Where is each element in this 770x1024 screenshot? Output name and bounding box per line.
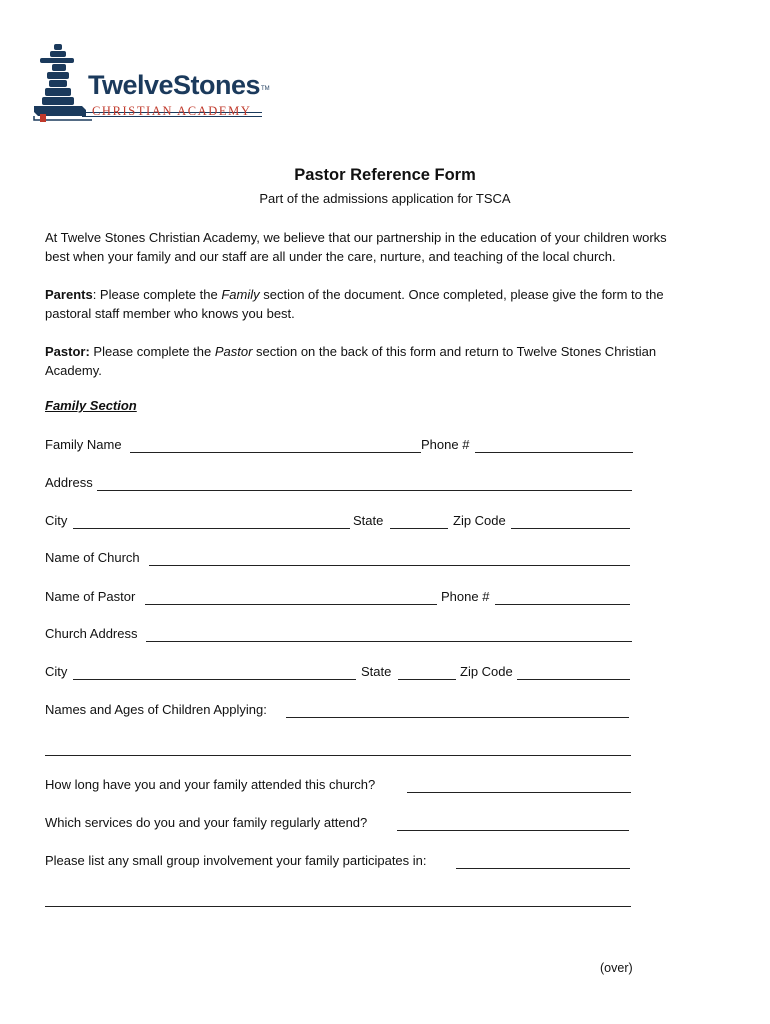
church-address-field[interactable] (146, 640, 632, 642)
church-city-label: City (45, 664, 68, 679)
over-note: (over) (600, 961, 633, 975)
pastor-name-row (45, 589, 645, 609)
logo-trademark: TM (261, 86, 270, 92)
church-state-label: State (361, 664, 392, 679)
children-row (45, 702, 645, 722)
pastor-paragraph (45, 342, 735, 380)
pastor-phone-label: Phone # (441, 589, 490, 604)
zip-field[interactable] (511, 527, 630, 529)
city-field[interactable] (73, 527, 350, 529)
parents-emph: Family (221, 287, 260, 302)
pastor-emph: Pastor (214, 344, 253, 359)
logo-subtitle: CHRISTIAN ACADEMY (92, 104, 252, 118)
small-group-field[interactable] (456, 867, 630, 869)
intro-line-2: best when your family and our staff are all under the care, nurture, and teaching of the local church. (45, 249, 616, 264)
small-group-row-2 (45, 891, 645, 911)
city-label: City (45, 513, 68, 528)
church-address-label: Church Address (45, 626, 138, 641)
parents-label: Parents (45, 287, 93, 302)
pastor-line-2: Academy. (45, 363, 102, 378)
church-zip-field[interactable] (517, 678, 630, 680)
logo-wordmark: TwelveStones (88, 70, 261, 100)
church-city-field[interactable] (73, 678, 356, 680)
page-title: Pastor Reference Form (294, 166, 476, 184)
church-name-field[interactable] (149, 564, 630, 566)
parents-paragraph (45, 285, 735, 323)
family-name-row (45, 437, 645, 457)
address-label: Address (45, 475, 93, 490)
services-label: Which services do you and your family regularly attend? (45, 815, 368, 830)
church-state-field[interactable] (398, 678, 456, 680)
services-row (45, 815, 645, 835)
address-field[interactable] (97, 489, 632, 491)
intro-paragraph (45, 228, 735, 266)
city-row (45, 513, 645, 533)
small-group-label: Please list any small group involvement your family participates in: (45, 853, 427, 868)
children-field[interactable] (286, 716, 629, 718)
church-address-row (45, 626, 645, 646)
parents-line-1 (45, 285, 735, 304)
family-section-title: Family Section (45, 398, 137, 413)
children-label: Names and Ages of Children Applying: (45, 702, 267, 717)
pastor-text-b: section on the back of this form and return to Twelve Stones Christian (252, 344, 657, 359)
pastor-phone-field[interactable] (495, 603, 630, 605)
children-field-2[interactable] (45, 754, 631, 756)
small-group-row (45, 853, 645, 873)
church-city-row (45, 664, 645, 684)
how-long-label: How long have you and your family attended this church? (45, 777, 376, 792)
parents-line-2: pastoral staff member who knows you best. (45, 306, 295, 321)
state-field[interactable] (390, 527, 448, 529)
pastor-name-field[interactable] (145, 603, 437, 605)
zip-label: Zip Code (453, 513, 506, 528)
pastor-name-label: Name of Pastor (45, 589, 136, 604)
how-long-field[interactable] (407, 791, 631, 793)
family-name-field[interactable] (130, 451, 421, 453)
family-phone-label: Phone # (421, 437, 470, 452)
page-subtitle: Part of the admissions application for TSCA (259, 191, 511, 206)
children-row-2 (45, 740, 645, 760)
logo (32, 40, 282, 124)
intro-line-1: At Twelve Stones Christian Academy, we believe that our partnership in the education of your children works (45, 230, 667, 245)
church-zip-label: Zip Code (460, 664, 513, 679)
pastor-label: Pastor: (45, 344, 90, 359)
family-name-label: Family Name (45, 437, 122, 452)
church-name-row (45, 550, 645, 570)
state-label: State (353, 513, 384, 528)
how-long-row (45, 777, 645, 797)
pastor-line-1 (45, 342, 735, 361)
services-field[interactable] (397, 829, 629, 831)
parents-text-a: : Please complete the (92, 287, 222, 302)
family-phone-field[interactable] (475, 451, 633, 453)
church-name-label: Name of Church (45, 550, 140, 565)
parents-text-b: section of the document. Once completed, please give the form to the (259, 287, 664, 302)
address-row (45, 475, 645, 495)
pastor-text-a: Please complete the (89, 344, 215, 359)
small-group-field-2[interactable] (45, 905, 631, 907)
